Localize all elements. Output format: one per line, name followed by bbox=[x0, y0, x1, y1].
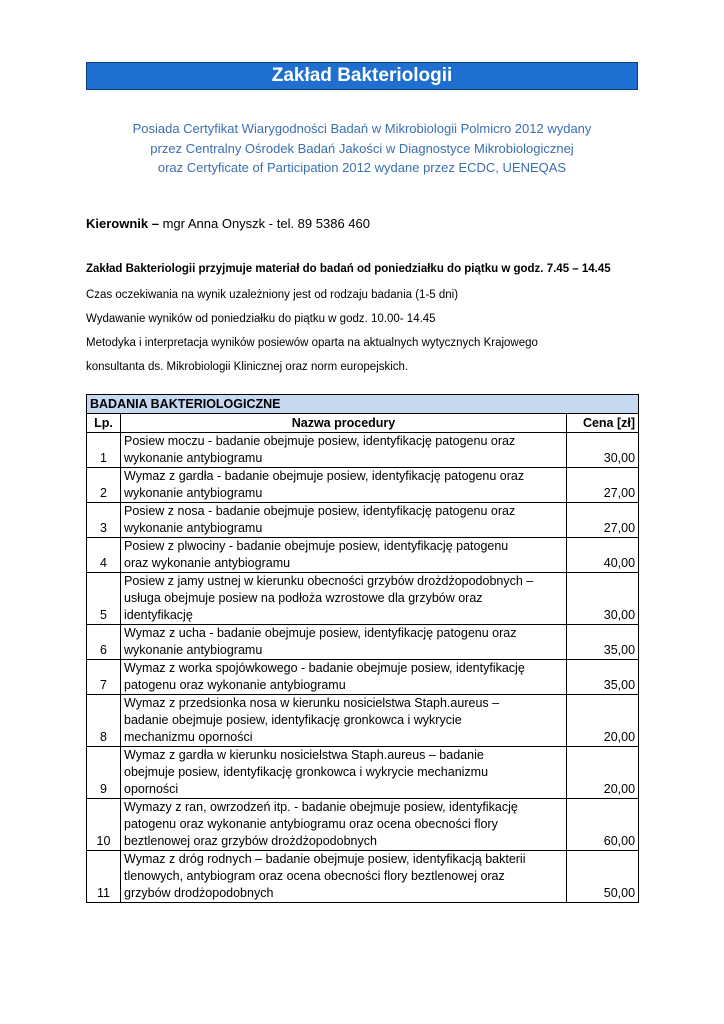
head-label: Kierownik – bbox=[86, 216, 159, 231]
section-title: BADANIA BAKTERIOLOGICZNE bbox=[87, 395, 639, 414]
procedure-price: 27,00 bbox=[567, 503, 639, 538]
procedure-line: beztlenowej oraz grzybów drożdżopodobnych bbox=[124, 834, 377, 848]
table-row bbox=[87, 625, 639, 660]
procedure-line: wykonanie antybiogramu bbox=[124, 451, 263, 465]
info-line: Wydawanie wyników od poniedziałku do piątku w godz. 10.00- 14.45 bbox=[86, 313, 436, 325]
procedure-line: usługa obejmuje posiew na podłoża wzrostowe dla grzybów oraz bbox=[124, 591, 483, 605]
row-number: 7 bbox=[87, 660, 121, 695]
procedure-line: Wymaz z przedsionka nosa w kierunku nosicielstwa Staph.aureus – bbox=[124, 696, 500, 710]
row-number: 10 bbox=[87, 799, 121, 851]
procedure-line: Posiew z nosa - badanie obejmuje posiew, identyfikację patogenu oraz bbox=[124, 504, 516, 518]
procedure-name bbox=[121, 468, 567, 503]
procedure-line: Wymazy z ran, owrzodzeń itp. - badanie obejmuje posiew, identyfikację bbox=[124, 800, 518, 814]
row-number: 5 bbox=[87, 573, 121, 625]
procedure-name bbox=[121, 573, 567, 625]
procedure-price: 40,00 bbox=[567, 538, 639, 573]
procedure-name bbox=[121, 747, 567, 799]
certificate-line: oraz Certyficate of Participation 2012 wydane przez ECDC, UENEQAS bbox=[157, 160, 567, 175]
table-row bbox=[87, 573, 639, 625]
procedure-line: tlenowych, antybiogram oraz ocena obecności flory beztlenowej oraz bbox=[124, 869, 505, 883]
procedure-name bbox=[121, 851, 567, 903]
table-row bbox=[87, 538, 639, 573]
procedure-price: 27,00 bbox=[567, 468, 639, 503]
procedure-price: 20,00 bbox=[567, 747, 639, 799]
info-line: Czas oczekiwania na wynik uzależniony jest od rodzaju badania (1-5 dni) bbox=[86, 289, 459, 301]
row-number: 2 bbox=[87, 468, 121, 503]
procedure-line: Wymaz z gardła - badanie obejmuje posiew, identyfikację patogenu oraz bbox=[124, 469, 525, 483]
procedure-price: 30,00 bbox=[567, 433, 639, 468]
procedure-name bbox=[121, 625, 567, 660]
procedure-line: badanie obejmuje posiew, identyfikację gronkowca i wykrycie bbox=[124, 713, 462, 727]
procedure-line: Wymaz z dróg rodnych – badanie obejmuje posiew, identyfikacją bakterii bbox=[124, 852, 526, 866]
procedure-line: grzybów drodżopodobnych bbox=[124, 886, 274, 900]
procedure-line: Wymaz z gardła w kierunku nosicielstwa Staph.aureus – badanie bbox=[124, 748, 484, 762]
table-row bbox=[87, 851, 639, 903]
column-header-price: Cena [zł] bbox=[567, 414, 639, 433]
procedure-line: patogenu oraz wykonanie antybiogramu oraz ocena obecności flory bbox=[124, 817, 498, 831]
procedure-price: 20,00 bbox=[567, 695, 639, 747]
table-row bbox=[87, 747, 639, 799]
procedure-price: 30,00 bbox=[567, 573, 639, 625]
opening-hours: Zakład Bakteriologii przyjmuje materiał do badań od poniedziałku do piątku w godz. 7.45 – 14.45 bbox=[86, 263, 611, 275]
column-header-name: Nazwa procedury bbox=[121, 414, 567, 433]
procedure-price: 35,00 bbox=[567, 660, 639, 695]
table-row bbox=[87, 660, 639, 695]
row-number: 8 bbox=[87, 695, 121, 747]
column-header-lp: Lp. bbox=[87, 414, 121, 433]
procedure-price: 35,00 bbox=[567, 625, 639, 660]
row-number: 3 bbox=[87, 503, 121, 538]
page-title: Zakład Bakteriologii bbox=[86, 62, 638, 90]
row-number: 6 bbox=[87, 625, 121, 660]
procedure-line: obejmuje posiew, identyfikację gronkowca i wykrycie mechanizmu bbox=[124, 765, 489, 779]
certificate-line: przez Centralny Ośrodek Badań Jakości w Diagnostyce Mikrobiologicznej bbox=[150, 140, 574, 156]
procedure-line: Posiew z plwociny - badanie obejmuje posiew, identyfikację patogenu bbox=[124, 539, 509, 553]
procedure-price: 60,00 bbox=[567, 799, 639, 851]
head-value: mgr Anna Onyszk - tel. 89 5386 460 bbox=[158, 216, 370, 231]
row-number: 1 bbox=[87, 433, 121, 468]
procedure-name bbox=[121, 799, 567, 851]
row-number: 11 bbox=[87, 851, 121, 903]
procedure-price: 50,00 bbox=[567, 851, 639, 903]
info-line: Metodyka i interpretacja wyników posiewów oparta na aktualnych wytycznych Krajowego bbox=[86, 337, 538, 349]
procedure-line: Wymaz z worka spojówkowego - badanie obejmuje posiew, identyfikację bbox=[124, 661, 525, 675]
procedure-line: Wymaz z ucha - badanie obejmuje posiew, identyfikację patogenu oraz bbox=[124, 626, 517, 640]
procedure-line: wykonanie antybiogramu bbox=[124, 643, 263, 657]
row-number: 4 bbox=[87, 538, 121, 573]
procedure-name bbox=[121, 433, 567, 468]
price-table bbox=[86, 394, 639, 903]
procedure-line: mechanizmu oporności bbox=[124, 730, 253, 744]
certificate-line: Posiada Certyfikat Wiarygodności Badań w Mikrobiologii Polmicro 2012 wydany bbox=[132, 121, 592, 136]
procedure-line: identyfikację bbox=[124, 608, 193, 622]
procedure-line: patogenu oraz wykonanie antybiogramu bbox=[124, 678, 346, 692]
info-line: konsultanta ds. Mikrobiologii Klinicznej oraz norm europejskich. bbox=[86, 361, 409, 373]
table-row bbox=[87, 695, 639, 747]
procedure-name bbox=[121, 695, 567, 747]
head-of-department bbox=[86, 216, 370, 231]
row-number: 9 bbox=[87, 747, 121, 799]
procedure-name bbox=[121, 538, 567, 573]
procedure-line: wykonanie antybiogramu bbox=[124, 486, 263, 500]
procedure-name bbox=[121, 503, 567, 538]
procedure-line: Posiew z jamy ustnej w kierunku obecności grzybów drożdżopodobnych – bbox=[124, 574, 534, 588]
table-row bbox=[87, 503, 639, 538]
procedure-line: wykonanie antybiogramu bbox=[124, 521, 263, 535]
procedure-line: Posiew moczu - badanie obejmuje posiew, identyfikację patogenu oraz bbox=[124, 434, 516, 448]
procedure-line: oraz wykonanie antybiogramu bbox=[124, 556, 291, 570]
table-row bbox=[87, 468, 639, 503]
certificate-note bbox=[86, 119, 638, 178]
procedure-line: oporności bbox=[124, 782, 179, 796]
procedure-name bbox=[121, 660, 567, 695]
table-row bbox=[87, 433, 639, 468]
table-row bbox=[87, 799, 639, 851]
